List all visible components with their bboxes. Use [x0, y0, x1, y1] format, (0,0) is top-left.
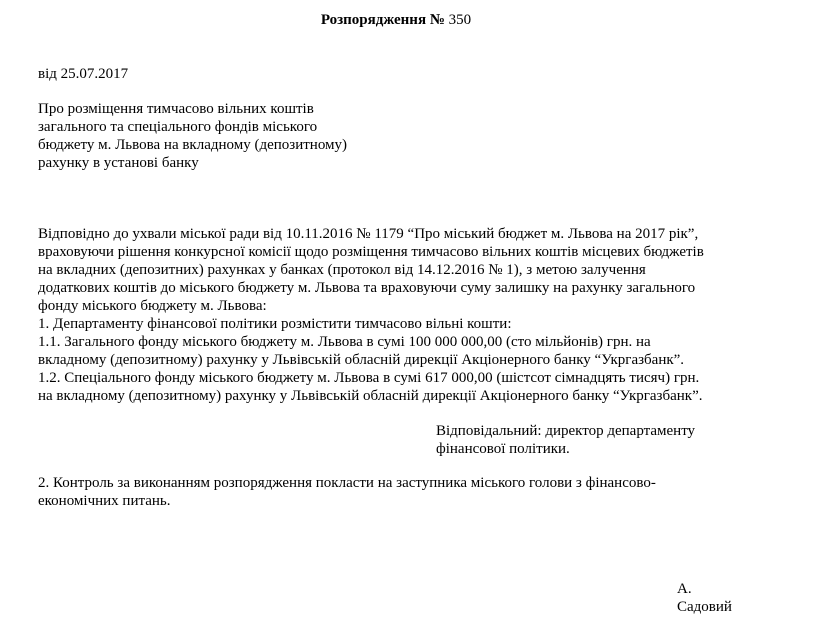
signature-initial: А.: [677, 581, 692, 597]
body-line: на вкладних (депозитних) рахунках у банках (протокол від 14.12.2016 № 1), з метою залучення: [38, 262, 646, 278]
responsible-line: Відповідальний: директор департаменту: [436, 423, 696, 439]
subject-line: загального та спеціального фондів міського: [38, 119, 318, 135]
document-title-label: Розпорядження №: [320, 12, 445, 28]
document-number: 350: [448, 12, 472, 28]
document-body: [38, 225, 798, 405]
body-line: фонду міського бюджету м. Львова:: [38, 298, 267, 314]
body-line: додаткових коштів до міського бюджету м. Львова та враховуючи суму залишку на рахунку загального: [38, 280, 696, 296]
responsible-note: [436, 422, 806, 458]
control-clause: [38, 474, 798, 510]
document-subject: [38, 100, 418, 172]
subject-line: Про розміщення тимчасово вільних коштів: [38, 101, 314, 117]
responsible-line: фінансової політики.: [436, 441, 570, 457]
signature: [677, 580, 797, 616]
body-line: Відповідно до ухвали міської ради від 10.11.2016 № 1179 “Про міський бюджет м. Львова на 2017 рік”,: [38, 226, 699, 242]
body-line: 1.1. Загального фонду міського бюджету м. Львова в сумі 100 000 000,00 (сто мільйонів) грн. на: [38, 334, 651, 350]
subject-line: рахунку в установі банку: [38, 155, 199, 171]
body-line: враховуючи рішення конкурсної комісії щодо розміщення тимчасово вільних коштів місцевих бюджетів: [38, 244, 704, 260]
control-line: 2. Контроль за виконанням розпорядження покласти на заступника міського голови з фінансово-: [38, 475, 656, 491]
document-date: від 25.07.2017: [38, 66, 129, 82]
control-line: економічних питань.: [38, 493, 171, 509]
subject-line: бюджету м. Львова на вкладному (депозитному): [38, 137, 348, 153]
body-line: на вкладному (депозитному) рахунку у Львівській обласній дирекції Акціонерного банку “Укргазбанк”.: [38, 388, 703, 404]
signature-surname: Садовий: [677, 599, 732, 615]
body-line: вкладному (депозитному) рахунку у Львівській обласній дирекції Акціонерного банку “Укргазбанк”.: [38, 352, 685, 368]
body-line: 1. Департаменту фінансової політики розмістити тимчасово вільні кошти:: [38, 316, 512, 332]
body-line: 1.2. Спеціального фонду міського бюджету м. Львова в сумі 617 000,00 (шістсот сімнадцять тисяч) грн.: [38, 370, 700, 386]
document-title: [0, 11, 792, 29]
